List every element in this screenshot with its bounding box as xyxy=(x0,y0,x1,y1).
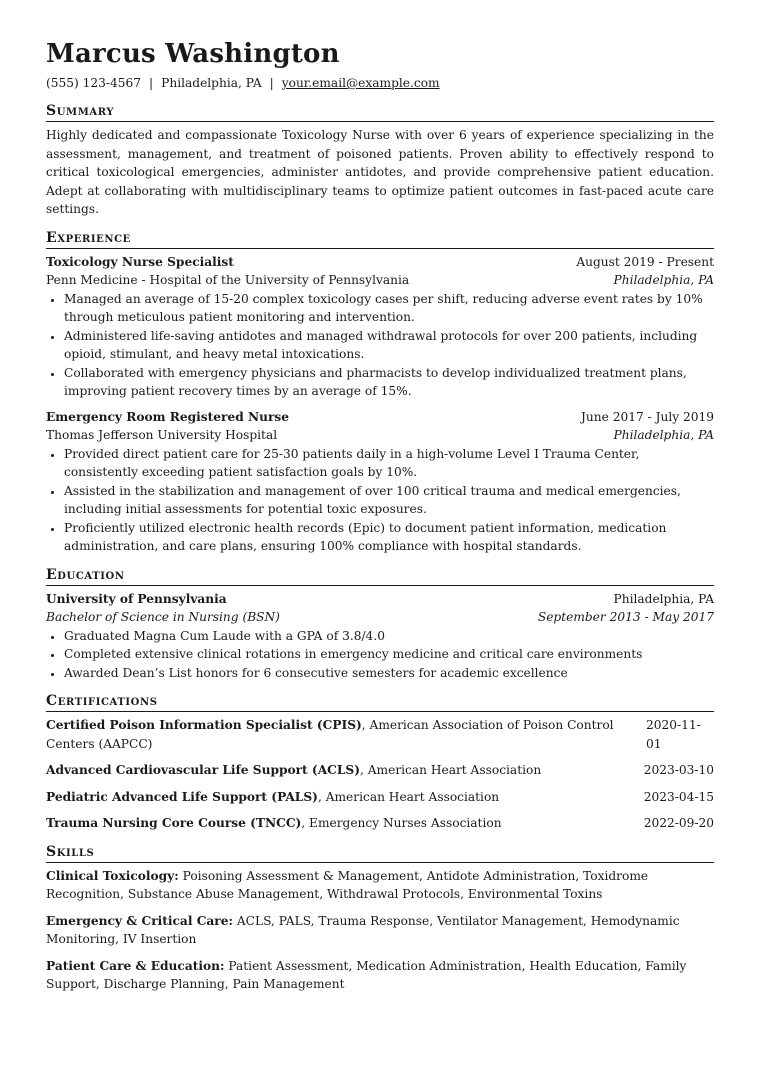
job-entry xyxy=(46,253,714,401)
cert-date: 2020-11-01 xyxy=(646,718,701,751)
list-item: • Administered life-saving antidotes and managed withdrawal protocols for over 200 patients, including opioid, stimulant, and heavy metal intoxications. xyxy=(64,327,714,364)
list-item: • Proficiently utilized electronic health records (Epic) to document patient information, medication administration, and care plans, ensuring 100% compliance with hospital standards. xyxy=(64,519,714,556)
cert-date: 2023-03-10 xyxy=(643,763,714,777)
job-employer: Penn Medicine - Hospital of the University of Pennsylvania xyxy=(46,273,410,287)
cert-issuer: , American Heart Association xyxy=(317,789,500,804)
list-item: • Managed an average of 15-20 complex toxicology cases per shift, reducing adverse event rates by 10% through meticulous patient monitoring and intervention. xyxy=(64,290,714,327)
school-location: Philadelphia, PA xyxy=(613,591,714,606)
school-name: University of Pennsylvania xyxy=(46,591,227,606)
section-title-certifications: Certifications xyxy=(46,692,714,712)
skill-item xyxy=(46,957,714,994)
certification-item xyxy=(46,814,714,833)
education-bullets xyxy=(46,627,714,683)
job-role: Emergency Room Registered Nurse xyxy=(46,409,290,424)
education-dates: September 2013 - May 2017 xyxy=(537,610,714,624)
certification-item xyxy=(46,788,714,807)
job-bullets xyxy=(46,445,714,556)
job-entry xyxy=(46,408,714,556)
cert-name: Advanced Cardiovascular Life Support (ACLS) xyxy=(46,763,360,777)
job-bullets xyxy=(46,290,714,401)
cert-date: 2022-09-20 xyxy=(643,816,714,830)
cert-name: Pediatric Advanced Life Support (PALS) xyxy=(46,789,318,804)
skill-text: Poisoning Assessment & Management, Antidote Administration, Toxidrome Recognition, Substance Abuse Management, Withdrawal Protocols, Environmental Toxins xyxy=(46,868,649,901)
list-item: • Collaborated with emergency physicians and pharmacists to develop individualized treatment plans, improving patient recovery times by an average of 15%. xyxy=(64,364,714,401)
separator: | xyxy=(149,76,154,90)
job-location: Philadelphia, PA xyxy=(613,273,714,287)
cert-issuer: , American Heart Association xyxy=(360,763,542,777)
job-subheader xyxy=(46,426,714,445)
job-employer: Thomas Jefferson University Hospital xyxy=(46,428,278,442)
skill-item xyxy=(46,912,714,949)
cert-issuer: , American Association of Poison Control Centers (AAPCC) xyxy=(46,718,614,751)
section-title-summary: Summary xyxy=(46,102,714,122)
job-location: Philadelphia, PA xyxy=(613,428,714,442)
skill-item xyxy=(46,867,714,904)
email-link[interactable]: your.email@example.com xyxy=(281,76,440,90)
contact-line xyxy=(46,74,714,92)
separator: | xyxy=(269,76,274,90)
skill-label: Clinical Toxicology: xyxy=(46,868,179,883)
location: Philadelphia, PA xyxy=(161,76,262,90)
job-subheader xyxy=(46,271,714,290)
list-item: • Assisted in the stabilization and management of over 100 critical trauma and medical emergencies, including initial assessments for potential toxic exposures. xyxy=(64,482,714,519)
cert-name: Trauma Nursing Core Course (TNCC) xyxy=(46,816,302,830)
section-title-skills: Skills xyxy=(46,843,714,863)
cert-name: Certified Poison Information Specialist (CPIS) xyxy=(46,718,362,732)
section-title-experience: Experience xyxy=(46,229,714,249)
job-header xyxy=(46,408,714,427)
cert-date: 2023-04-15 xyxy=(643,789,714,804)
certification-item xyxy=(46,716,714,753)
job-dates: June 2017 - July 2019 xyxy=(581,409,714,424)
degree: Bachelor of Science in Nursing (BSN) xyxy=(46,610,280,624)
section-title-education: Education xyxy=(46,566,714,586)
candidate-name: Marcus Washington xyxy=(46,39,340,69)
skill-text: ACLS, PALS, Trauma Response, Ventilator Management, Hemodynamic Monitoring, IV Insertion xyxy=(46,913,680,946)
cert-issuer: , Emergency Nurses Association xyxy=(301,816,502,830)
list-item: • Completed extensive clinical rotations in emergency medicine and critical care environments xyxy=(64,645,714,664)
list-item: • Provided direct patient care for 25-30 patients daily in a high-volume Level I Trauma Center, consistently exceeding patient satisfaction goals by 10%. xyxy=(64,445,714,482)
education-header xyxy=(46,590,714,609)
certification-item xyxy=(46,761,714,780)
list-item: • Awarded Dean’s List honors for 6 consecutive semesters for academic excellence xyxy=(64,664,714,683)
skill-label: Emergency & Critical Care: xyxy=(46,913,233,928)
job-role: Toxicology Nurse Specialist xyxy=(46,254,234,269)
skill-label: Patient Care & Education: xyxy=(46,958,225,973)
skill-text: Patient Assessment, Medication Administration, Health Education, Family Support, Discharge Planning, Pain Management xyxy=(46,958,687,991)
phone: (555) 123-4567 xyxy=(46,76,142,90)
education-subheader xyxy=(46,608,714,627)
summary-text: Highly dedicated and compassionate Toxicology Nurse with over 6 years of experience specializing in the assessment, management, and treatment of poisoned patients. Proven ability to effectively respond to critical toxicological emergencies, administer antidotes, and provide comprehensive patient education. Adept at collaborating with multidisciplinary teams to optimize patient outcomes in fast-paced acute care settings. xyxy=(46,128,714,216)
job-dates: August 2019 - Present xyxy=(576,254,714,269)
job-header xyxy=(46,253,714,272)
list-item: • Graduated Magna Cum Laude with a GPA of 3.8/4.0 xyxy=(64,627,714,646)
